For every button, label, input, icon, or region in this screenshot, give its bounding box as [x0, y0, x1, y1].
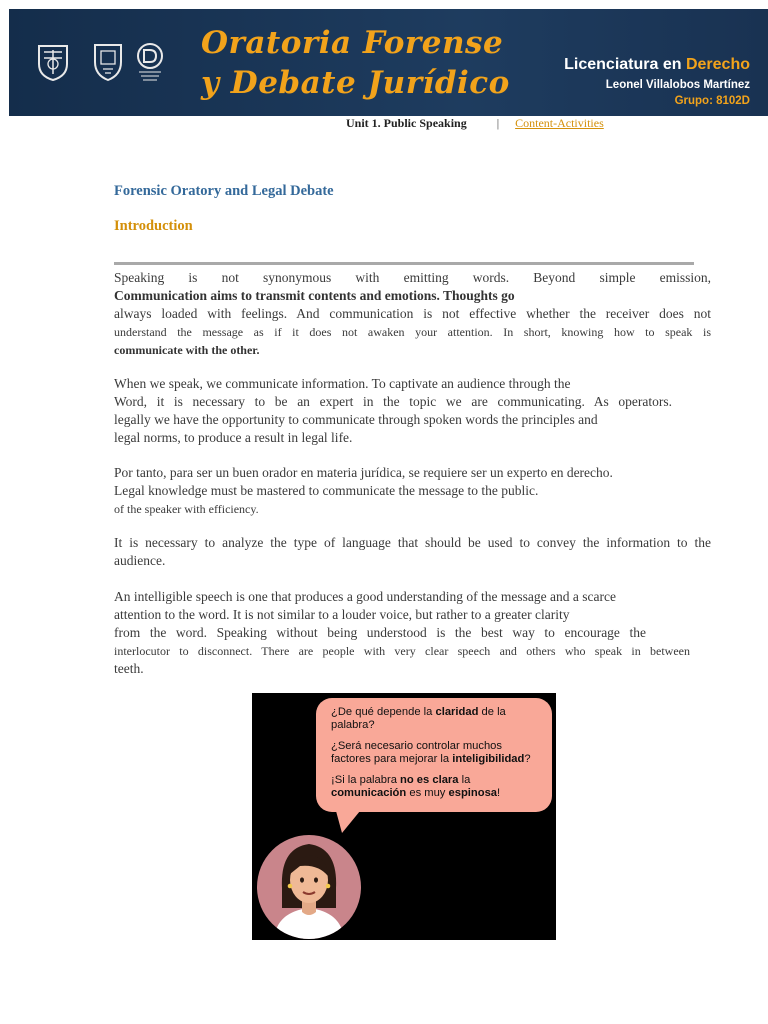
p1-line: understand the message as if it does not awaken your attention. In short, knowing how to speak is — [114, 325, 711, 339]
bubble-question-2 — [331, 740, 542, 765]
content-activities-link[interactable]: Content-Activities — [515, 116, 604, 130]
degree-highlight: Derecho — [685, 56, 750, 73]
bubble-text: ? — [524, 752, 531, 765]
p3-line: Legal knowledge must be mastered to communicate the message to the public. — [114, 483, 539, 498]
p1-line: Communication aims to transmit contents and emotions. Thoughts go — [114, 288, 515, 303]
p3-line: of the speaker with efficiency. — [114, 502, 259, 516]
course-title-line2: y Debate Jurídico — [201, 65, 510, 101]
bubble-bold: claridad — [435, 706, 479, 718]
unit-label: Unit 1. Public Speaking — [346, 116, 467, 130]
page-title: Forensic Oratory and Legal Debate — [114, 183, 334, 199]
bubble-bold: inteligibilidad — [452, 752, 525, 765]
p5-line: from the word. Speaking without being understood is the best way to encourage the — [114, 625, 646, 640]
bubble-text: ¿De qué depende la — [331, 706, 436, 718]
bubble-text: ¡Si la palabra — [331, 774, 401, 786]
p5-line: interlocutor to disconnect. There are people with very clear speech and others who speak in between — [114, 644, 690, 658]
paragraph-3 — [114, 464, 711, 518]
bubble-bold: no es clara — [400, 774, 459, 786]
course-title — [201, 23, 510, 103]
p5-line: teeth. — [114, 661, 144, 676]
bubble-question-1 — [331, 706, 542, 731]
course-info — [564, 55, 750, 109]
bubble-text: ! — [497, 786, 501, 799]
bubble-bold: comunicación — [331, 786, 407, 799]
paragraph-2 — [114, 375, 711, 447]
p1-line: communicate with the other. — [114, 343, 260, 357]
p2-line: Word, it is necessary to be an expert in the topic we are communicating. As operators. — [114, 394, 672, 409]
course-title-line1: Oratoria Forense — [201, 25, 504, 61]
p4-line: It is necessary to analyze the type of language that should be used to convey the information to the — [114, 535, 711, 550]
faculty-shield-icon — [91, 42, 125, 82]
unam-logo-icon — [36, 42, 70, 82]
divider — [114, 262, 694, 265]
speaker-illustration — [252, 693, 556, 940]
p1-line: always loaded with feelings. And communication is not effective whether the receiver does not — [114, 306, 711, 321]
bubble-text: ¿Será necesario controlar muchos factores para mejorar la — [331, 740, 502, 765]
bubble-bold: espinosa — [448, 786, 498, 799]
p2-line: legal norms, to produce a result in legal life. — [114, 430, 353, 445]
p1-line: Speaking is not synonymous with emitting words. Beyond simple emission, — [114, 270, 711, 285]
p2-line: legally we have the opportunity to communicate through spoken words the principles and — [114, 412, 598, 427]
professor-name: Leonel Villalobos Martínez — [605, 79, 750, 91]
bubble-text: es muy — [406, 786, 449, 799]
header-banner — [9, 9, 768, 116]
nav-separator: | — [496, 116, 500, 130]
section-heading: Introduction — [114, 218, 193, 234]
group-label: Grupo: 8102D — [674, 95, 750, 107]
bubble-question-3 — [331, 774, 542, 799]
degree-label — [564, 55, 750, 75]
bubble-text: la — [458, 774, 471, 786]
p2-line: When we speak, we communicate information. To captivate an audience through the — [114, 376, 571, 391]
paragraph-4 — [114, 534, 711, 570]
woman-avatar-icon — [252, 828, 372, 940]
breadcrumb — [346, 116, 634, 130]
bubble-text: de la palabra? — [331, 706, 506, 731]
p5-line: An intelligible speech is one that produces a good understanding of the message and a scarce — [114, 589, 616, 604]
p3-line: Por tanto, para ser un buen orador en materia jurídica, se requiere ser un experto en derecho. — [114, 465, 613, 480]
speech-bubble — [316, 698, 552, 812]
paragraph-5 — [114, 588, 711, 678]
education-division-logo-icon — [133, 42, 167, 82]
degree-prefix: Licenciatura en — [564, 56, 686, 73]
p5-line: attention to the word. It is not similar to a louder voice, but rather to a greater clarity — [114, 607, 570, 622]
paragraph-1 — [114, 269, 711, 359]
p4-line: audience. — [114, 553, 166, 568]
